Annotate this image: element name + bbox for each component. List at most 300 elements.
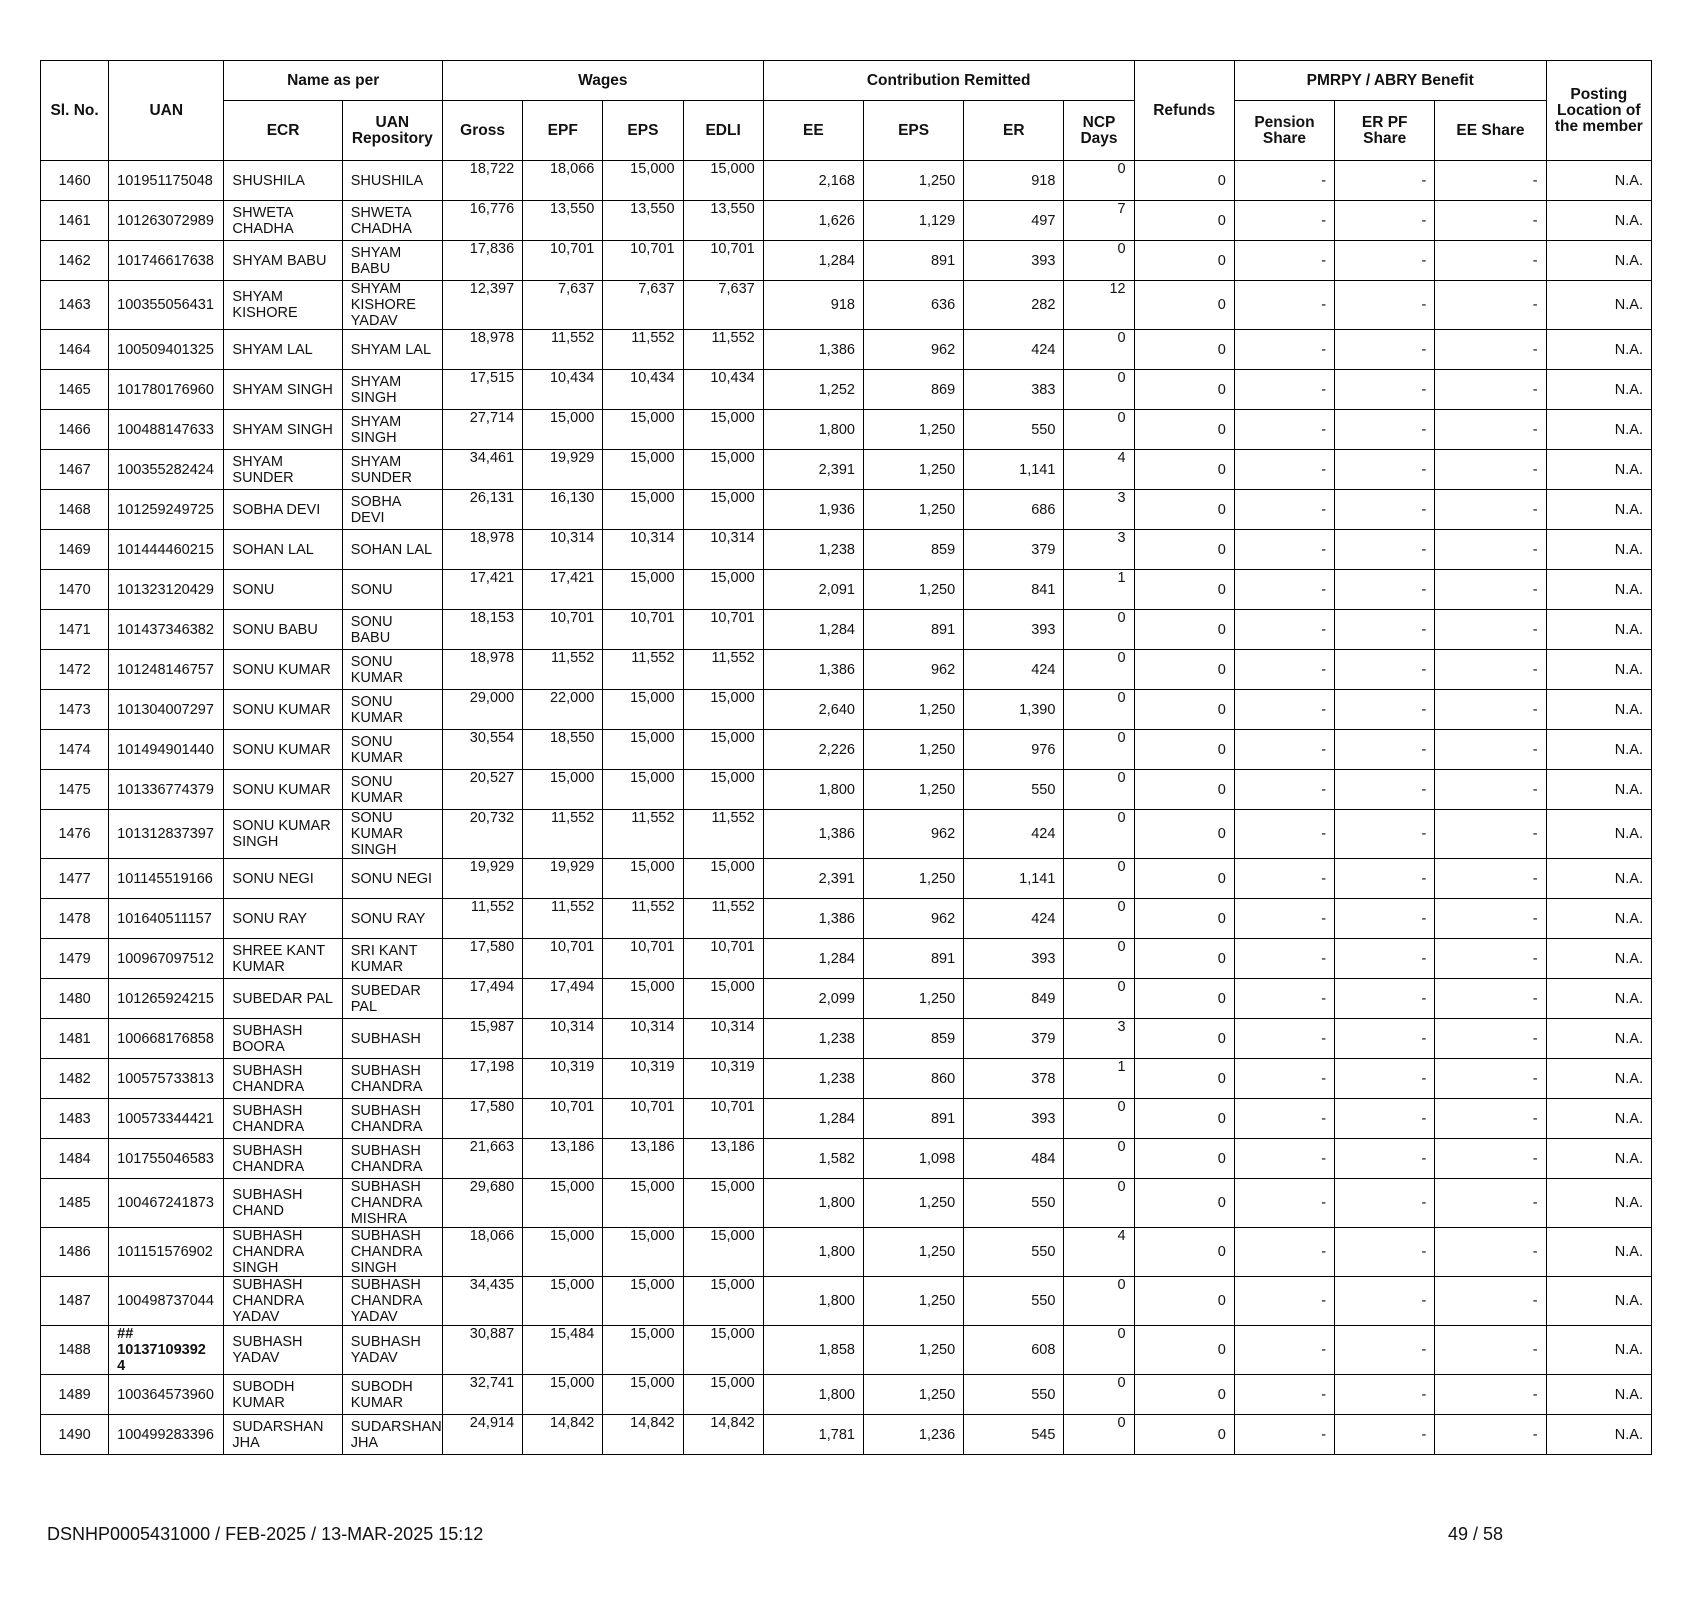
cell-ee-share: - [1435, 1228, 1546, 1277]
cell-ee: 2,391 [763, 859, 863, 899]
cell-uan: 100668176858 [109, 1019, 224, 1059]
cell-wages-eps: 10,701 [603, 1099, 683, 1139]
cell-ee: 1,284 [763, 610, 863, 650]
cell-edli: 10,701 [683, 610, 763, 650]
cell-epf: 10,701 [523, 241, 603, 281]
cell-contribution-eps: 1,250 [863, 490, 963, 530]
cell-ncp-days: 4 [1064, 450, 1134, 490]
cell-er-pf-share: - [1335, 899, 1435, 939]
cell-refunds: 0 [1134, 370, 1234, 410]
table-row [41, 1228, 1652, 1277]
cell-refunds: 0 [1134, 1277, 1234, 1326]
cell-refunds: 0 [1134, 1415, 1234, 1455]
cell-sl-no: 1480 [41, 979, 109, 1019]
header-edli: EDLI [683, 101, 763, 161]
cell-pension-share: - [1234, 450, 1334, 490]
cell-posting-location: N.A. [1546, 570, 1651, 610]
cell-sl-no: 1479 [41, 939, 109, 979]
header-contribution-eps: EPS [863, 101, 963, 161]
cell-uan: 101151576902 [109, 1228, 224, 1277]
cell-epf: 10,314 [523, 530, 603, 570]
cell-ecr-name: SHYAM SUNDER [224, 450, 342, 490]
cell-ncp-days: 0 [1064, 899, 1134, 939]
cell-edli: 15,000 [683, 410, 763, 450]
table-row [41, 939, 1652, 979]
cell-posting-location: N.A. [1546, 770, 1651, 810]
cell-posting-location: N.A. [1546, 490, 1651, 530]
cell-pension-share: - [1234, 1415, 1334, 1455]
cell-wages-eps: 15,000 [603, 161, 683, 201]
cell-ncp-days: 0 [1064, 410, 1134, 450]
cell-refunds: 0 [1134, 1375, 1234, 1415]
cell-pension-share: - [1234, 730, 1334, 770]
cell-ecr-name: SHYAM SINGH [224, 410, 342, 450]
cell-gross: 12,397 [442, 281, 522, 330]
cell-sl-no: 1477 [41, 859, 109, 899]
cell-sl-no: 1481 [41, 1019, 109, 1059]
cell-ee-share: - [1435, 690, 1546, 730]
cell-ecr-name: SUBHASH CHANDRA YADAV [224, 1277, 342, 1326]
cell-refunds: 0 [1134, 730, 1234, 770]
cell-wages-eps: 13,550 [603, 201, 683, 241]
cell-ecr-name: SHYAM BABU [224, 241, 342, 281]
cell-wages-eps: 15,000 [603, 570, 683, 610]
cell-wages-eps: 13,186 [603, 1139, 683, 1179]
cell-er-pf-share: - [1335, 1099, 1435, 1139]
cell-sl-no: 1465 [41, 370, 109, 410]
cell-uan-repository-name: SUBHASH CHANDRA [342, 1139, 442, 1179]
cell-epf: 15,484 [523, 1326, 603, 1375]
cell-contribution-eps: 869 [863, 370, 963, 410]
header-er-pf-share: ER PF Share [1335, 101, 1435, 161]
cell-pension-share: - [1234, 410, 1334, 450]
cell-refunds: 0 [1134, 939, 1234, 979]
table-row [41, 979, 1652, 1019]
cell-er-pf-share: - [1335, 330, 1435, 370]
cell-ncp-days: 0 [1064, 859, 1134, 899]
cell-contribution-eps: 1,250 [863, 770, 963, 810]
cell-gross: 18,978 [442, 330, 522, 370]
cell-uan-repository-name: SHYAM SUNDER [342, 450, 442, 490]
cell-uan: 101304007297 [109, 690, 224, 730]
cell-contribution-eps: 891 [863, 939, 963, 979]
cell-epf: 10,314 [523, 1019, 603, 1059]
cell-er: 550 [964, 1179, 1064, 1228]
table-row [41, 201, 1652, 241]
cell-pension-share: - [1234, 1326, 1334, 1375]
cell-wages-eps: 7,637 [603, 281, 683, 330]
cell-ecr-name: SUBHASH BOORA [224, 1019, 342, 1059]
cell-uan-repository-name: SONU KUMAR [342, 770, 442, 810]
cell-pension-share: - [1234, 610, 1334, 650]
cell-ee-share: - [1435, 201, 1546, 241]
cell-er-pf-share: - [1335, 410, 1435, 450]
cell-contribution-eps: 962 [863, 650, 963, 690]
cell-sl-no: 1474 [41, 730, 109, 770]
cell-gross: 34,435 [442, 1277, 522, 1326]
cell-ecr-name: SHYAM SINGH [224, 370, 342, 410]
table-row [41, 530, 1652, 570]
cell-ncp-days: 0 [1064, 979, 1134, 1019]
cell-pension-share: - [1234, 770, 1334, 810]
cell-uan: 101780176960 [109, 370, 224, 410]
cell-gross: 24,914 [442, 1415, 522, 1455]
cell-wages-eps: 10,434 [603, 370, 683, 410]
cell-epf: 11,552 [523, 899, 603, 939]
cell-wages-eps: 15,000 [603, 1179, 683, 1228]
cell-gross: 17,494 [442, 979, 522, 1019]
cell-epf: 13,550 [523, 201, 603, 241]
cell-uan: 101259249725 [109, 490, 224, 530]
cell-refunds: 0 [1134, 610, 1234, 650]
table-row [41, 1179, 1652, 1228]
cell-er: 841 [964, 570, 1064, 610]
cell-pension-share: - [1234, 859, 1334, 899]
cell-edli: 10,701 [683, 1099, 763, 1139]
cell-edli: 10,314 [683, 1019, 763, 1059]
cell-sl-no: 1490 [41, 1415, 109, 1455]
cell-er: 393 [964, 1099, 1064, 1139]
cell-sl-no: 1470 [41, 570, 109, 610]
cell-posting-location: N.A. [1546, 979, 1651, 1019]
cell-sl-no: 1460 [41, 161, 109, 201]
cell-ncp-days: 0 [1064, 1326, 1134, 1375]
cell-refunds: 0 [1134, 770, 1234, 810]
cell-contribution-eps: 1,250 [863, 1375, 963, 1415]
cell-er-pf-share: - [1335, 1139, 1435, 1179]
cell-ee-share: - [1435, 1415, 1546, 1455]
cell-contribution-eps: 891 [863, 241, 963, 281]
cell-epf: 16,130 [523, 490, 603, 530]
cell-wages-eps: 15,000 [603, 859, 683, 899]
cell-edli: 15,000 [683, 859, 763, 899]
cell-pension-share: - [1234, 1228, 1334, 1277]
cell-epf: 7,637 [523, 281, 603, 330]
cell-ee: 2,391 [763, 450, 863, 490]
cell-ee: 1,284 [763, 939, 863, 979]
cell-posting-location: N.A. [1546, 610, 1651, 650]
cell-posting-location: N.A. [1546, 650, 1651, 690]
cell-refunds: 0 [1134, 859, 1234, 899]
cell-uan-repository-name: SUBHASH CHANDRA YADAV [342, 1277, 442, 1326]
cell-ee: 1,800 [763, 1277, 863, 1326]
cell-wages-eps: 15,000 [603, 1326, 683, 1375]
cell-pension-share: - [1234, 530, 1334, 570]
cell-posting-location: N.A. [1546, 1375, 1651, 1415]
cell-refunds: 0 [1134, 1228, 1234, 1277]
cell-uan: 100573344421 [109, 1099, 224, 1139]
cell-wages-eps: 15,000 [603, 770, 683, 810]
cell-contribution-eps: 1,129 [863, 201, 963, 241]
cell-ee: 2,091 [763, 570, 863, 610]
header-ecr: ECR [224, 101, 342, 161]
cell-edli: 10,319 [683, 1059, 763, 1099]
cell-ncp-days: 7 [1064, 201, 1134, 241]
cell-gross: 30,554 [442, 730, 522, 770]
cell-refunds: 0 [1134, 530, 1234, 570]
cell-ecr-name: SUBHASH CHAND [224, 1179, 342, 1228]
cell-ncp-days: 3 [1064, 530, 1134, 570]
cell-er-pf-share: - [1335, 450, 1435, 490]
cell-uan-repository-name: SONU [342, 570, 442, 610]
header-wages-eps: EPS [603, 101, 683, 161]
cell-posting-location: N.A. [1546, 281, 1651, 330]
cell-uan: 101145519166 [109, 859, 224, 899]
cell-wages-eps: 15,000 [603, 410, 683, 450]
table-row [41, 410, 1652, 450]
cell-edli: 11,552 [683, 650, 763, 690]
cell-gross: 11,552 [442, 899, 522, 939]
cell-sl-no: 1469 [41, 530, 109, 570]
cell-pension-share: - [1234, 979, 1334, 1019]
cell-epf: 10,319 [523, 1059, 603, 1099]
cell-er-pf-share: - [1335, 1415, 1435, 1455]
cell-pension-share: - [1234, 690, 1334, 730]
cell-pension-share: - [1234, 370, 1334, 410]
cell-ee: 1,386 [763, 330, 863, 370]
cell-refunds: 0 [1134, 1019, 1234, 1059]
table-row [41, 1415, 1652, 1455]
cell-posting-location: N.A. [1546, 899, 1651, 939]
cell-uan-repository-name: SONU RAY [342, 899, 442, 939]
cell-uan-repository-name: SUBHASH CHANDRA [342, 1099, 442, 1139]
cell-ncp-days: 0 [1064, 1179, 1134, 1228]
cell-er: 550 [964, 1277, 1064, 1326]
cell-sl-no: 1464 [41, 330, 109, 370]
cell-refunds: 0 [1134, 330, 1234, 370]
cell-ee-share: - [1435, 281, 1546, 330]
cell-er-pf-share: - [1335, 690, 1435, 730]
cell-gross: 29,680 [442, 1179, 522, 1228]
cell-uan: 101312837397 [109, 810, 224, 859]
table-row [41, 1019, 1652, 1059]
cell-uan-repository-name: SONU KUMAR SINGH [342, 810, 442, 859]
cell-contribution-eps: 860 [863, 1059, 963, 1099]
table-row [41, 899, 1652, 939]
cell-ecr-name: SUBHASH CHANDRA SINGH [224, 1228, 342, 1277]
cell-gross: 20,732 [442, 810, 522, 859]
cell-ee: 1,858 [763, 1326, 863, 1375]
table-row [41, 490, 1652, 530]
cell-ecr-name: SHYAM KISHORE [224, 281, 342, 330]
cell-ee: 1,238 [763, 1019, 863, 1059]
cell-epf: 15,000 [523, 1277, 603, 1326]
cell-gross: 17,580 [442, 1099, 522, 1139]
cell-uan-repository-name: SHYAM LAL [342, 330, 442, 370]
cell-uan: ## 10137109392 4 [109, 1326, 224, 1375]
cell-edli: 15,000 [683, 161, 763, 201]
cell-ncp-days: 12 [1064, 281, 1134, 330]
cell-refunds: 0 [1134, 1059, 1234, 1099]
cell-epf: 15,000 [523, 770, 603, 810]
cell-ncp-days: 0 [1064, 810, 1134, 859]
cell-uan-repository-name: SHYAM KISHORE YADAV [342, 281, 442, 330]
cell-posting-location: N.A. [1546, 690, 1651, 730]
cell-refunds: 0 [1134, 1326, 1234, 1375]
cell-pension-share: - [1234, 201, 1334, 241]
cell-uan-repository-name: SHYAM BABU [342, 241, 442, 281]
cell-refunds: 0 [1134, 281, 1234, 330]
cell-uan: 101755046583 [109, 1139, 224, 1179]
cell-ncp-days: 0 [1064, 370, 1134, 410]
cell-sl-no: 1487 [41, 1277, 109, 1326]
cell-ee: 1,781 [763, 1415, 863, 1455]
cell-refunds: 0 [1134, 899, 1234, 939]
cell-edli: 10,314 [683, 530, 763, 570]
cell-ecr-name: SUDARSHAN JHA [224, 1415, 342, 1455]
cell-uan-repository-name: SHUSHILA [342, 161, 442, 201]
cell-contribution-eps: 859 [863, 530, 963, 570]
table-row [41, 690, 1652, 730]
cell-refunds: 0 [1134, 1139, 1234, 1179]
cell-ee: 2,168 [763, 161, 863, 201]
cell-er-pf-share: - [1335, 1277, 1435, 1326]
cell-uan-repository-name: SUBHASH CHANDRA MISHRA [342, 1179, 442, 1228]
cell-ncp-days: 3 [1064, 1019, 1134, 1059]
cell-edli: 13,550 [683, 201, 763, 241]
cell-pension-share: - [1234, 1375, 1334, 1415]
cell-pension-share: - [1234, 650, 1334, 690]
cell-uan: 101265924215 [109, 979, 224, 1019]
cell-pension-share: - [1234, 1179, 1334, 1228]
cell-sl-no: 1476 [41, 810, 109, 859]
cell-ecr-name: SONU KUMAR [224, 690, 342, 730]
cell-refunds: 0 [1134, 241, 1234, 281]
table-row [41, 859, 1652, 899]
cell-er-pf-share: - [1335, 1059, 1435, 1099]
cell-er: 686 [964, 490, 1064, 530]
cell-er-pf-share: - [1335, 810, 1435, 859]
cell-edli: 11,552 [683, 330, 763, 370]
cell-contribution-eps: 1,250 [863, 570, 963, 610]
cell-edli: 15,000 [683, 770, 763, 810]
cell-ee-share: - [1435, 1059, 1546, 1099]
table-row [41, 161, 1652, 201]
header-contribution-remitted: Contribution Remitted [763, 61, 1134, 101]
cell-er: 393 [964, 610, 1064, 650]
cell-epf: 18,066 [523, 161, 603, 201]
cell-gross: 17,421 [442, 570, 522, 610]
cell-ecr-name: SONU KUMAR [224, 650, 342, 690]
cell-posting-location: N.A. [1546, 241, 1651, 281]
cell-gross: 17,515 [442, 370, 522, 410]
cell-epf: 18,550 [523, 730, 603, 770]
cell-sl-no: 1473 [41, 690, 109, 730]
cell-wages-eps: 10,314 [603, 530, 683, 570]
header-pmrpy-abry: PMRPY / ABRY Benefit [1234, 61, 1546, 101]
cell-posting-location: N.A. [1546, 1179, 1651, 1228]
cell-er: 849 [964, 979, 1064, 1019]
cell-gross: 18,722 [442, 161, 522, 201]
cell-sl-no: 1485 [41, 1179, 109, 1228]
cell-ee: 1,800 [763, 1179, 863, 1228]
cell-uan-repository-name: SRI KANT KUMAR [342, 939, 442, 979]
table-body [41, 161, 1652, 1455]
cell-ee: 2,226 [763, 730, 863, 770]
cell-sl-no: 1463 [41, 281, 109, 330]
cell-gross: 18,153 [442, 610, 522, 650]
cell-contribution-eps: 1,098 [863, 1139, 963, 1179]
cell-uan-repository-name: SUBHASH [342, 1019, 442, 1059]
cell-ee-share: - [1435, 1019, 1546, 1059]
cell-epf: 14,842 [523, 1415, 603, 1455]
cell-posting-location: N.A. [1546, 859, 1651, 899]
cell-wages-eps: 15,000 [603, 450, 683, 490]
cell-ncp-days: 1 [1064, 1059, 1134, 1099]
cell-er: 379 [964, 530, 1064, 570]
cell-wages-eps: 15,000 [603, 690, 683, 730]
cell-uan-repository-name: SHYAM SINGH [342, 410, 442, 450]
cell-ee-share: - [1435, 730, 1546, 770]
cell-gross: 16,776 [442, 201, 522, 241]
cell-uan-repository-name: SONU NEGI [342, 859, 442, 899]
cell-ncp-days: 4 [1064, 1228, 1134, 1277]
cell-wages-eps: 15,000 [603, 1375, 683, 1415]
cell-pension-share: - [1234, 939, 1334, 979]
cell-ee-share: - [1435, 450, 1546, 490]
cell-epf: 19,929 [523, 450, 603, 490]
cell-pension-share: - [1234, 1099, 1334, 1139]
cell-gross: 18,066 [442, 1228, 522, 1277]
cell-gross: 18,978 [442, 650, 522, 690]
cell-gross: 18,978 [442, 530, 522, 570]
cell-refunds: 0 [1134, 690, 1234, 730]
cell-contribution-eps: 1,236 [863, 1415, 963, 1455]
cell-ee-share: - [1435, 410, 1546, 450]
cell-er: 550 [964, 410, 1064, 450]
cell-ee: 1,800 [763, 770, 863, 810]
cell-uan-repository-name: SUBHASH CHANDRA [342, 1059, 442, 1099]
cell-er: 918 [964, 161, 1064, 201]
cell-edli: 10,434 [683, 370, 763, 410]
cell-er: 550 [964, 770, 1064, 810]
cell-contribution-eps: 1,250 [863, 161, 963, 201]
cell-er: 550 [964, 1228, 1064, 1277]
cell-edli: 15,000 [683, 570, 763, 610]
cell-ncp-days: 0 [1064, 1277, 1134, 1326]
cell-ee-share: - [1435, 530, 1546, 570]
table-row [41, 770, 1652, 810]
cell-er: 608 [964, 1326, 1064, 1375]
cell-wages-eps: 11,552 [603, 810, 683, 859]
cell-uan: 100364573960 [109, 1375, 224, 1415]
cell-pension-share: - [1234, 241, 1334, 281]
cell-epf: 17,494 [523, 979, 603, 1019]
cell-edli: 15,000 [683, 1277, 763, 1326]
cell-wages-eps: 11,552 [603, 899, 683, 939]
cell-refunds: 0 [1134, 490, 1234, 530]
cell-edli: 15,000 [683, 1179, 763, 1228]
header-uan: UAN [109, 61, 224, 161]
cell-pension-share: - [1234, 810, 1334, 859]
header-ncp-days: NCP Days [1064, 101, 1134, 161]
cell-ee: 1,238 [763, 530, 863, 570]
cell-pension-share: - [1234, 490, 1334, 530]
cell-ee-share: - [1435, 979, 1546, 1019]
cell-refunds: 0 [1134, 979, 1234, 1019]
cell-ee-share: - [1435, 1179, 1546, 1228]
cell-contribution-eps: 1,250 [863, 1228, 963, 1277]
cell-ncp-days: 0 [1064, 1375, 1134, 1415]
cell-refunds: 0 [1134, 1099, 1234, 1139]
cell-edli: 15,000 [683, 450, 763, 490]
cell-uan-repository-name: SUDARSHAN JHA [342, 1415, 442, 1455]
cell-ecr-name: SUBEDAR PAL [224, 979, 342, 1019]
cell-ee: 1,800 [763, 410, 863, 450]
cell-epf: 15,000 [523, 410, 603, 450]
cell-pension-share: - [1234, 1059, 1334, 1099]
cell-edli: 15,000 [683, 490, 763, 530]
